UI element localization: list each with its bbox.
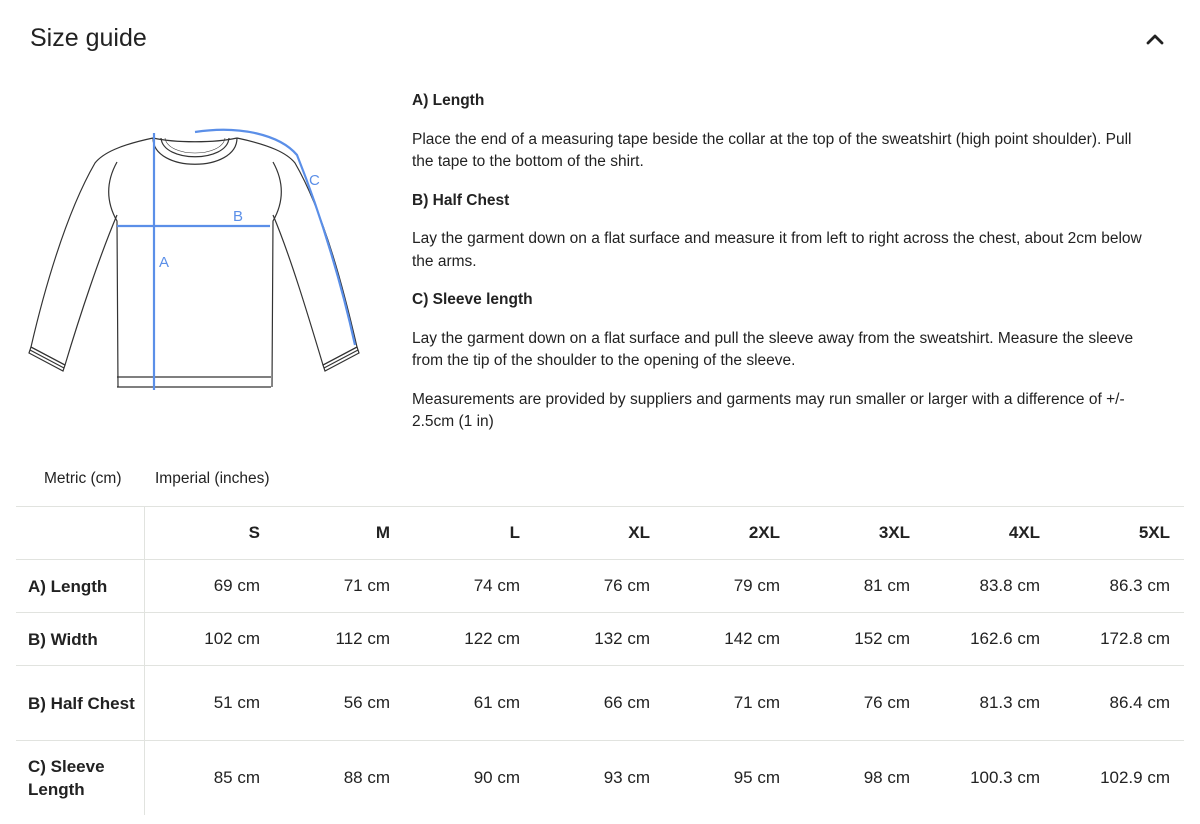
- table-cell: 88 cm: [274, 741, 404, 816]
- length-text: Place the end of a measuring tape beside the collar at the top of the sweatshirt (high point shoulder). Pull the tape to the bottom of the shirt.: [412, 130, 1132, 170]
- sleeve-text: Lay the garment down on a flat surface and pull the sleeve away from the sweatshirt. Measure the sleeve from the tip of the shoulder to the opening of the sleeve.: [412, 329, 1134, 369]
- measurement-instructions: [412, 90, 1157, 450]
- chest-text: Lay the garment down on a flat surface and measure it from left to right across the chest, about 2cm below the arms.: [412, 230, 1142, 270]
- table-cell: 81 cm: [794, 560, 924, 613]
- row-label: A) Length: [16, 560, 144, 613]
- size-header: XL: [534, 507, 664, 560]
- table-cell: 83.8 cm: [924, 560, 1054, 613]
- diagram-label-a: A: [159, 254, 170, 271]
- table-cell: 76 cm: [794, 666, 924, 741]
- table-cell: 132 cm: [534, 613, 664, 666]
- tab-metric[interactable]: Metric (cm): [44, 470, 122, 487]
- table-cell: 122 cm: [404, 613, 534, 666]
- size-header: S: [144, 507, 274, 560]
- size-header: L: [404, 507, 534, 560]
- table-cell: 86.4 cm: [1054, 666, 1184, 741]
- table-cell: 66 cm: [534, 666, 664, 741]
- table-cell: 56 cm: [274, 666, 404, 741]
- table-cell: 76 cm: [534, 560, 664, 613]
- table-cell: 162.6 cm: [924, 613, 1054, 666]
- table-row: [16, 741, 1184, 816]
- table-cell: 71 cm: [274, 560, 404, 613]
- collapse-button[interactable]: [1140, 24, 1170, 54]
- sweatshirt-diagram: [25, 125, 370, 395]
- table-cell: 79 cm: [664, 560, 794, 613]
- size-header: 2XL: [664, 507, 794, 560]
- row-label: B) Width: [16, 613, 144, 666]
- table-cell: 85 cm: [144, 741, 274, 816]
- table-cell: 112 cm: [274, 613, 404, 666]
- size-header-row: [16, 507, 1184, 560]
- table-row: [16, 560, 1184, 613]
- table-cell: 93 cm: [534, 741, 664, 816]
- length-heading: A) Length: [412, 92, 485, 109]
- table-cell: 81.3 cm: [924, 666, 1054, 741]
- chevron-up-icon: [1140, 24, 1170, 54]
- page-title: Size guide: [30, 24, 147, 52]
- size-header: 5XL: [1054, 507, 1184, 560]
- table-cell: 74 cm: [404, 560, 534, 613]
- table-cell: 102 cm: [144, 613, 274, 666]
- table-cell: 90 cm: [404, 741, 534, 816]
- table-cell: 142 cm: [664, 613, 794, 666]
- table-cell: 172.8 cm: [1054, 613, 1184, 666]
- table-cell: 98 cm: [794, 741, 924, 816]
- diagram-label-b: B: [233, 208, 244, 225]
- table-cell: 95 cm: [664, 741, 794, 816]
- table-row: [16, 613, 1184, 666]
- row-label: C) Sleeve Length: [16, 741, 144, 816]
- table-cell: 69 cm: [144, 560, 274, 613]
- table-row: [16, 666, 1184, 741]
- table-cell: 51 cm: [144, 666, 274, 741]
- size-table: [16, 506, 1184, 815]
- chest-heading: B) Half Chest: [412, 191, 510, 209]
- size-header: 3XL: [794, 507, 924, 560]
- diagram-label-c: C: [309, 172, 320, 189]
- size-header: M: [274, 507, 404, 560]
- table-cell: 100.3 cm: [924, 741, 1054, 816]
- table-cell: 102.9 cm: [1054, 741, 1184, 816]
- table-cell: 61 cm: [404, 666, 534, 741]
- table-cell: 152 cm: [794, 613, 924, 666]
- sleeve-heading: C) Sleeve length: [412, 291, 533, 308]
- row-label: B) Half Chest: [16, 666, 144, 741]
- table-cell: 86.3 cm: [1054, 560, 1184, 613]
- table-cell: 71 cm: [664, 666, 794, 741]
- size-header: 4XL: [924, 507, 1054, 560]
- fit-note: Measurements are provided by suppliers and garments may run smaller or larger with a difference of +/- 2.5cm (1 in): [412, 390, 1125, 430]
- tab-imperial[interactable]: Imperial (inches): [155, 470, 270, 487]
